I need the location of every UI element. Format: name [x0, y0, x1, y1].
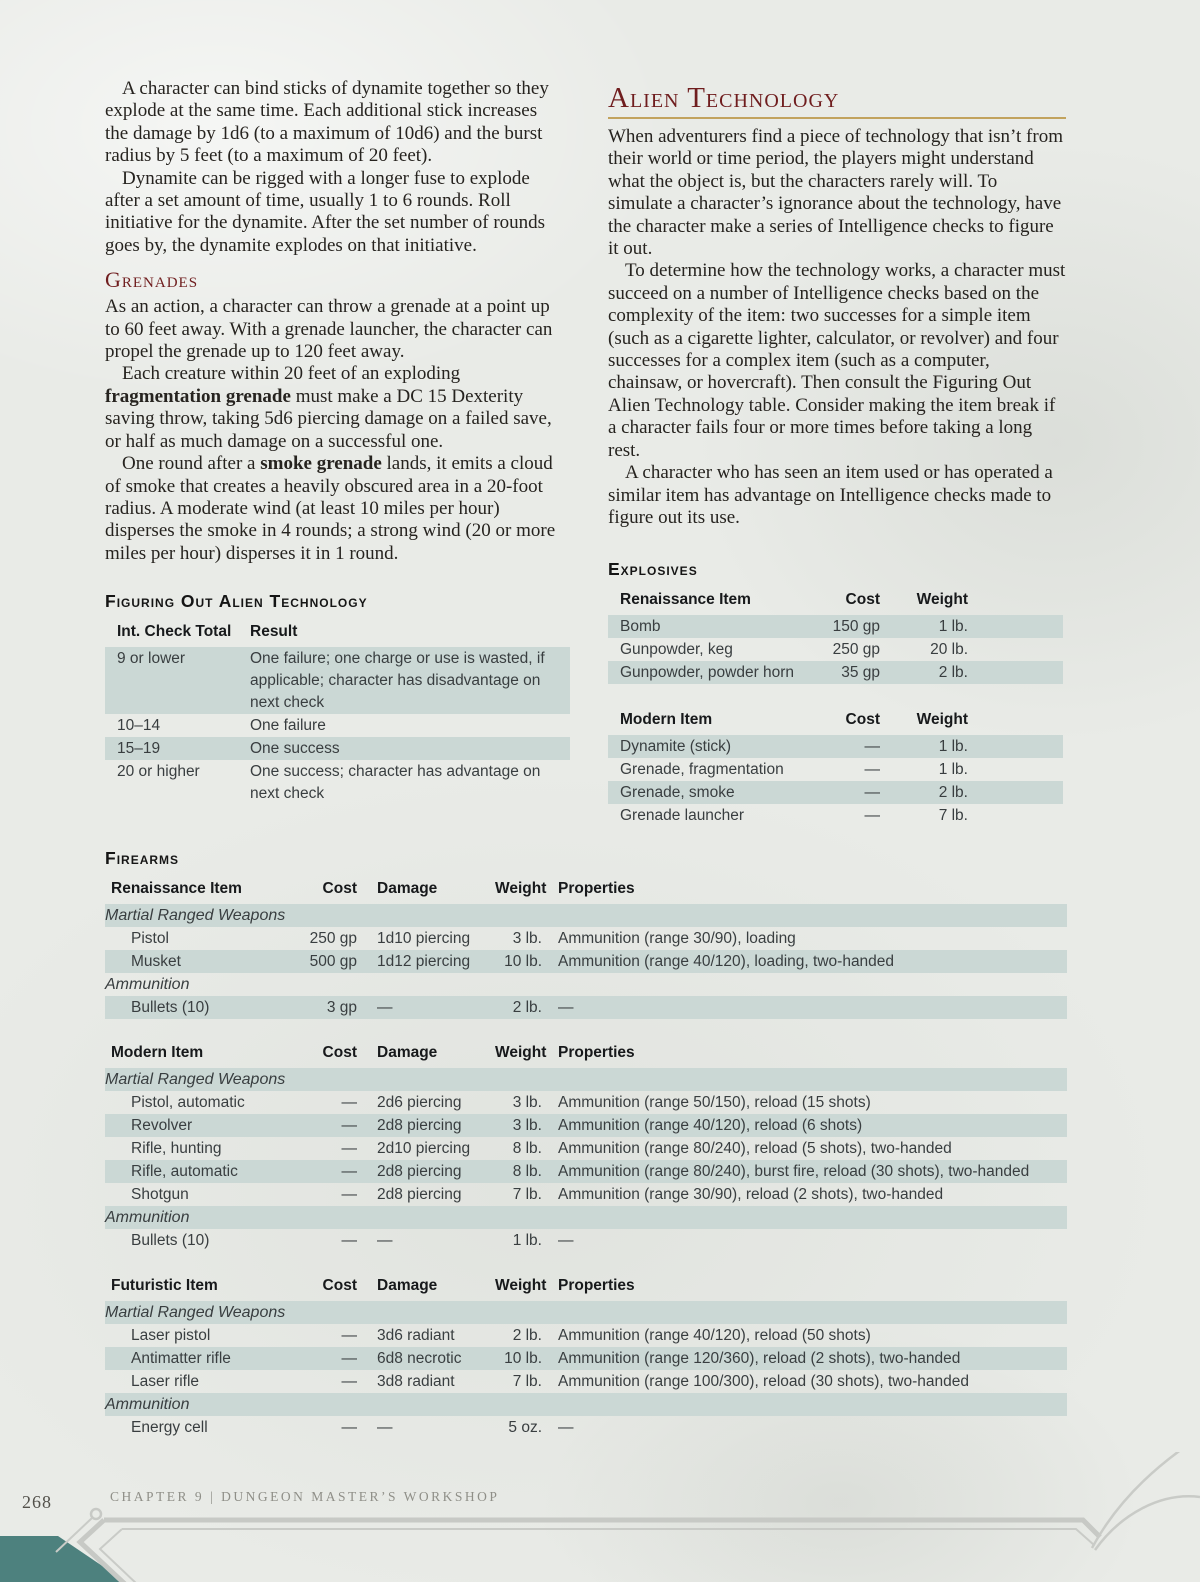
table-cell: 2d8 piercing [377, 1186, 462, 1203]
explosives-caption: Explosives [608, 559, 698, 580]
column-header: Cost [322, 1277, 357, 1294]
rules-table [608, 708, 1063, 827]
section-row [105, 1393, 1067, 1416]
alien-table-host [105, 620, 563, 805]
footer-line-thin [122, 1529, 1094, 1545]
table-cell: 3d8 radiant [377, 1373, 455, 1390]
table-cell: One success [250, 740, 340, 758]
table-cell: 20 or higher [117, 763, 200, 781]
paragraph-grenade-3 [105, 453, 563, 565]
paragraph-alien-2: To determine how the technology works, a character must succeed on a number of Intelligence checks based on the complexity of the item: two successes for a simple item (such as a cigarette lighter, calculator, or revolver) and four successes for a complex item (such as a computer, chainsaw, or hovercraft). Then consult the Figuring Out Alien Technology table. Consider making the item break if a character fails four or more times before taking a long rest. [608, 260, 1066, 461]
table-cell: 2 lb. [938, 664, 968, 682]
table-cell: — [558, 1419, 574, 1436]
table-cell: Grenade, fragmentation [620, 761, 784, 779]
rules-table [105, 1041, 1067, 1252]
table-cell: 1 lb. [938, 738, 968, 756]
table-cell: 250 gp [309, 930, 357, 947]
column-header: Damage [377, 880, 438, 897]
section-label: Ammunition [105, 1209, 190, 1226]
column-header: Modern Item [620, 711, 713, 729]
table-cell: 8 lb. [512, 1140, 542, 1157]
text-run: lands, it emits a cloud of smoke that creates a heavily obscured area in a 20-foot radius. A moderate wind (at least 10 miles per hour) disperses the smoke in 4 rounds; a strong wind (20 or more miles per hour) disperses it in 1 round. [105, 453, 556, 564]
footer-line-thick-left [80, 1520, 126, 1582]
table-row [105, 950, 1067, 973]
column-header: Weight [495, 880, 547, 897]
table-cell: Ammunition (range 80/240), reload (5 shots), two-handed [558, 1140, 952, 1157]
table-cell: One failure; one charge or use is wasted, if applicable; character has disadvantage on next check [250, 650, 545, 712]
section-row [105, 1301, 1067, 1324]
circuit-node [91, 1509, 101, 1519]
table-cell: Pistol, automatic [131, 1094, 245, 1111]
table-row [105, 1370, 1067, 1393]
header-row [105, 877, 1067, 904]
table-cell: 1 lb. [512, 1232, 542, 1249]
paragraph-alien-3: A character who has seen an item used or has operated a similar item has advantage on Intelligence checks made to figure out its use. [608, 462, 1053, 528]
firearms-renaissance-table-host [105, 877, 1067, 1019]
table-cell: 10 lb. [504, 1350, 542, 1367]
header-row [105, 620, 570, 647]
table-row [608, 781, 1063, 804]
paragraph-grenade-2 [105, 363, 563, 453]
right-curve-2 [1095, 1496, 1200, 1550]
column-header: Weight [916, 591, 968, 609]
table-cell: 5 oz. [508, 1419, 542, 1436]
table-cell: — [341, 1094, 357, 1111]
column-header: Weight [495, 1044, 547, 1061]
table-row [105, 737, 570, 760]
table-cell: 7 lb. [512, 1373, 542, 1390]
circuit-trace [56, 1518, 92, 1552]
table-cell: Ammunition (range 30/90), reload (2 shots), two-handed [558, 1186, 944, 1203]
column-header: Properties [558, 1277, 635, 1294]
table-cell: Gunpowder, powder horn [620, 664, 795, 682]
table-cell: — [341, 1186, 357, 1203]
column-header: Damage [377, 1044, 438, 1061]
table-row [105, 1324, 1067, 1347]
table-cell: 6d8 necrotic [377, 1350, 462, 1367]
alien-table-caption: Figuring Out Alien Technology [105, 591, 368, 612]
table-cell: Grenade, smoke [620, 784, 735, 802]
table-cell: — [864, 784, 880, 802]
table-cell: — [341, 1419, 357, 1436]
table-cell: 3d6 radiant [377, 1327, 455, 1344]
table-cell: Laser pistol [131, 1327, 211, 1344]
column-header: Int. Check Total [117, 623, 232, 641]
text-run: must make a DC 15 Dexterity saving throw, taking 5d6 piercing damage on a failed save, or half as much damage on a successful one. [105, 385, 552, 452]
table-cell: — [558, 999, 574, 1016]
table-cell: 1 lb. [938, 618, 968, 636]
table-row [608, 638, 1063, 661]
header-row [105, 1274, 1067, 1301]
table-cell: — [558, 1232, 574, 1249]
table-row [105, 996, 1067, 1019]
column-header: Modern Item [111, 1044, 204, 1061]
table-cell: 2d10 piercing [377, 1140, 471, 1157]
table-cell: Ammunition (range 40/120), reload (6 shots) [558, 1117, 863, 1134]
column-header: Renaissance Item [111, 880, 242, 897]
table-row [105, 714, 570, 737]
section-label: Ammunition [105, 976, 190, 993]
table-cell: — [864, 738, 880, 756]
table-row [105, 927, 1067, 950]
table-cell: Pistol [131, 930, 169, 947]
table-cell: — [864, 761, 880, 779]
table-cell: — [341, 1350, 357, 1367]
table-row [105, 1183, 1067, 1206]
column-header: Properties [558, 1044, 635, 1061]
rules-table [105, 1274, 1067, 1439]
paragraph-grenade-1: As an action, a character can throw a grenade at a point up to 60 feet away. With a grenade launcher, the character can propel the grenade up to 120 feet away. [105, 296, 553, 363]
table-cell: Rifle, hunting [131, 1140, 222, 1157]
table-cell: Energy cell [131, 1419, 208, 1436]
table-cell: Ammunition (range 100/300), reload (30 shots), two-handed [558, 1373, 969, 1390]
column-header: Cost [845, 591, 880, 609]
column-header: Cost [322, 880, 357, 897]
firearms-modern-table-host [105, 1041, 1067, 1252]
table-row [105, 1160, 1067, 1183]
table-row [608, 615, 1063, 638]
table-cell: 7 lb. [938, 807, 968, 825]
section-row [105, 904, 1067, 927]
column-header: Result [250, 623, 298, 641]
column-header: Cost [322, 1044, 357, 1061]
table-cell: 2 lb. [512, 999, 542, 1016]
table-cell: Revolver [131, 1117, 193, 1134]
table-row [105, 760, 570, 805]
rules-table [105, 877, 1067, 1019]
column-header: Weight [916, 711, 968, 729]
table-row [608, 661, 1063, 684]
column-header: Properties [558, 880, 635, 897]
header-row [105, 1041, 1067, 1068]
firearms-caption: Firearms [105, 848, 180, 868]
column-header: Weight [495, 1277, 547, 1294]
table-cell: 500 gp [309, 953, 357, 970]
table-cell: Bullets (10) [131, 1232, 210, 1249]
table-cell: — [377, 999, 393, 1016]
table-cell: Rifle, automatic [131, 1163, 238, 1180]
table-cell: 1 lb. [938, 761, 968, 779]
table-cell: Gunpowder, keg [620, 641, 733, 659]
table-cell: 20 lb. [930, 641, 968, 659]
table-cell: — [377, 1419, 393, 1436]
table-cell: Shotgun [131, 1186, 189, 1203]
table-cell: Ammunition (range 50/150), reload (15 shots) [558, 1094, 871, 1111]
table-cell: 2d8 piercing [377, 1163, 462, 1180]
table-cell: — [341, 1327, 357, 1344]
footer-line-thin-left [100, 1529, 138, 1582]
section-label: Martial Ranged Weapons [105, 1071, 286, 1088]
table-row [105, 1091, 1067, 1114]
table-cell: 10–14 [117, 717, 161, 735]
table-cell: 35 gp [841, 664, 880, 682]
footer-ornament [0, 1452, 1200, 1582]
table-cell: 1d12 piercing [377, 953, 471, 970]
footer-line-thick [104, 1520, 1100, 1537]
text-run: One round after a [122, 453, 261, 475]
table-cell: — [377, 1232, 393, 1249]
table-cell: 2d8 piercing [377, 1117, 462, 1134]
section-row [105, 1206, 1067, 1229]
table-cell: Laser rifle [131, 1373, 200, 1390]
right-column [608, 82, 1066, 827]
table-cell: 3 lb. [512, 1094, 542, 1111]
column-header: Futuristic Item [111, 1277, 218, 1294]
table-cell: 10 lb. [504, 953, 542, 970]
table-row [105, 1229, 1067, 1252]
table-row [105, 1137, 1067, 1160]
table-cell: Ammunition (range 40/120), reload (50 shots) [558, 1327, 871, 1344]
table-row [608, 735, 1063, 758]
firearms-futuristic-table-host [105, 1274, 1067, 1439]
section-row [105, 1068, 1067, 1091]
paragraph-dynamite-2: Dynamite can be rigged with a longer fuse to explode after a set amount of time, usually 1 to 6 rounds. Roll initiative for the dynamite. After the set number of rounds goes by, the dynamite explodes on that initiative. [105, 167, 546, 256]
table-cell: Ammunition (range 120/360), reload (2 shots), two-handed [558, 1350, 961, 1367]
table-cell: 1d10 piercing [377, 930, 471, 947]
table-cell: Musket [131, 953, 181, 970]
table-row [105, 1114, 1067, 1137]
table-cell: Bullets (10) [131, 999, 210, 1016]
table-row [608, 758, 1063, 781]
table-cell: Bomb [620, 618, 661, 636]
table-cell: — [341, 1373, 357, 1390]
text-run: Each creature within 20 feet of an exploding [122, 363, 461, 385]
rules-table [105, 620, 570, 805]
table-cell: 7 lb. [512, 1186, 542, 1203]
grenades-heading: Grenades [105, 267, 199, 293]
corner-triangle [0, 1536, 126, 1582]
alien-technology-heading: Alien Technology [608, 82, 1066, 119]
header-row [608, 708, 1063, 735]
table-cell: One success; character has advantage on next check [250, 763, 541, 803]
column-header: Cost [845, 711, 880, 729]
table-cell: 3 lb. [512, 930, 542, 947]
table-cell: 3 lb. [512, 1117, 542, 1134]
table-row [105, 1347, 1067, 1370]
bold-term: smoke grenade [260, 453, 382, 475]
paragraph-dynamite-1: A character can bind sticks of dynamite together so they explode at the same time. Each additional stick increases the damage by 1d6 (to a maximum of 10d6) and the burst radius by 5 feet (to a maximum of 20 feet). [105, 78, 549, 167]
table-cell: 8 lb. [512, 1163, 542, 1180]
table-cell: Dynamite (stick) [620, 738, 732, 756]
rules-table [608, 588, 1063, 684]
explosives-modern-table-host [608, 708, 1066, 827]
table-cell: — [341, 1232, 357, 1249]
table-cell: Ammunition (range 30/90), loading [558, 930, 796, 947]
explosives-block [608, 559, 1066, 827]
column-header: Damage [377, 1277, 438, 1294]
table-cell: — [341, 1117, 357, 1134]
table-row [105, 1416, 1067, 1439]
table-cell: 150 gp [832, 618, 880, 636]
table-cell: 9 or lower [117, 650, 186, 668]
table-cell: — [864, 807, 880, 825]
page-number: 268 [22, 1492, 52, 1512]
table-cell: 250 gp [832, 641, 880, 659]
table-cell: 2 lb. [512, 1327, 542, 1344]
table-cell: — [341, 1140, 357, 1157]
chapter-footer: CHAPTER 9 | DUNGEON MASTER’S WORKSHOP [110, 1489, 500, 1504]
firearms-section [105, 848, 1067, 1461]
table-row [608, 804, 1063, 827]
column-header: Renaissance Item [620, 591, 751, 609]
left-column [105, 78, 563, 805]
table-cell: Antimatter rifle [131, 1350, 231, 1367]
bold-term: fragmentation grenade [105, 385, 291, 407]
section-label: Martial Ranged Weapons [105, 907, 286, 924]
table-cell: — [341, 1163, 357, 1180]
section-row [105, 973, 1067, 996]
table-cell: 15–19 [117, 740, 161, 758]
header-row [608, 588, 1063, 615]
section-label: Martial Ranged Weapons [105, 1304, 286, 1321]
table-cell: 3 gp [326, 999, 357, 1016]
table-cell: 2d6 piercing [377, 1094, 462, 1111]
table-cell: Grenade launcher [620, 807, 745, 825]
paragraph-alien-1: When adventurers find a piece of technology that isn’t from their world or time period, the players might understand what the object is, but the characters rarely will. To simulate a character’s ignorance about the technology, have the character make a series of Intelligence checks to figure it out. [608, 126, 1063, 260]
table-cell: Ammunition (range 80/240), burst fire, reload (30 shots), two-handed [558, 1163, 1030, 1180]
table-cell: Ammunition (range 40/120), loading, two-handed [558, 953, 895, 970]
explosives-renaissance-table-host [608, 588, 1066, 684]
right-curve-1 [1092, 1452, 1195, 1548]
table-cell: 2 lb. [938, 784, 968, 802]
alien-technology-table-block [105, 591, 563, 805]
table-row [105, 647, 570, 714]
section-label: Ammunition [105, 1396, 190, 1413]
table-cell: One failure [250, 717, 326, 735]
